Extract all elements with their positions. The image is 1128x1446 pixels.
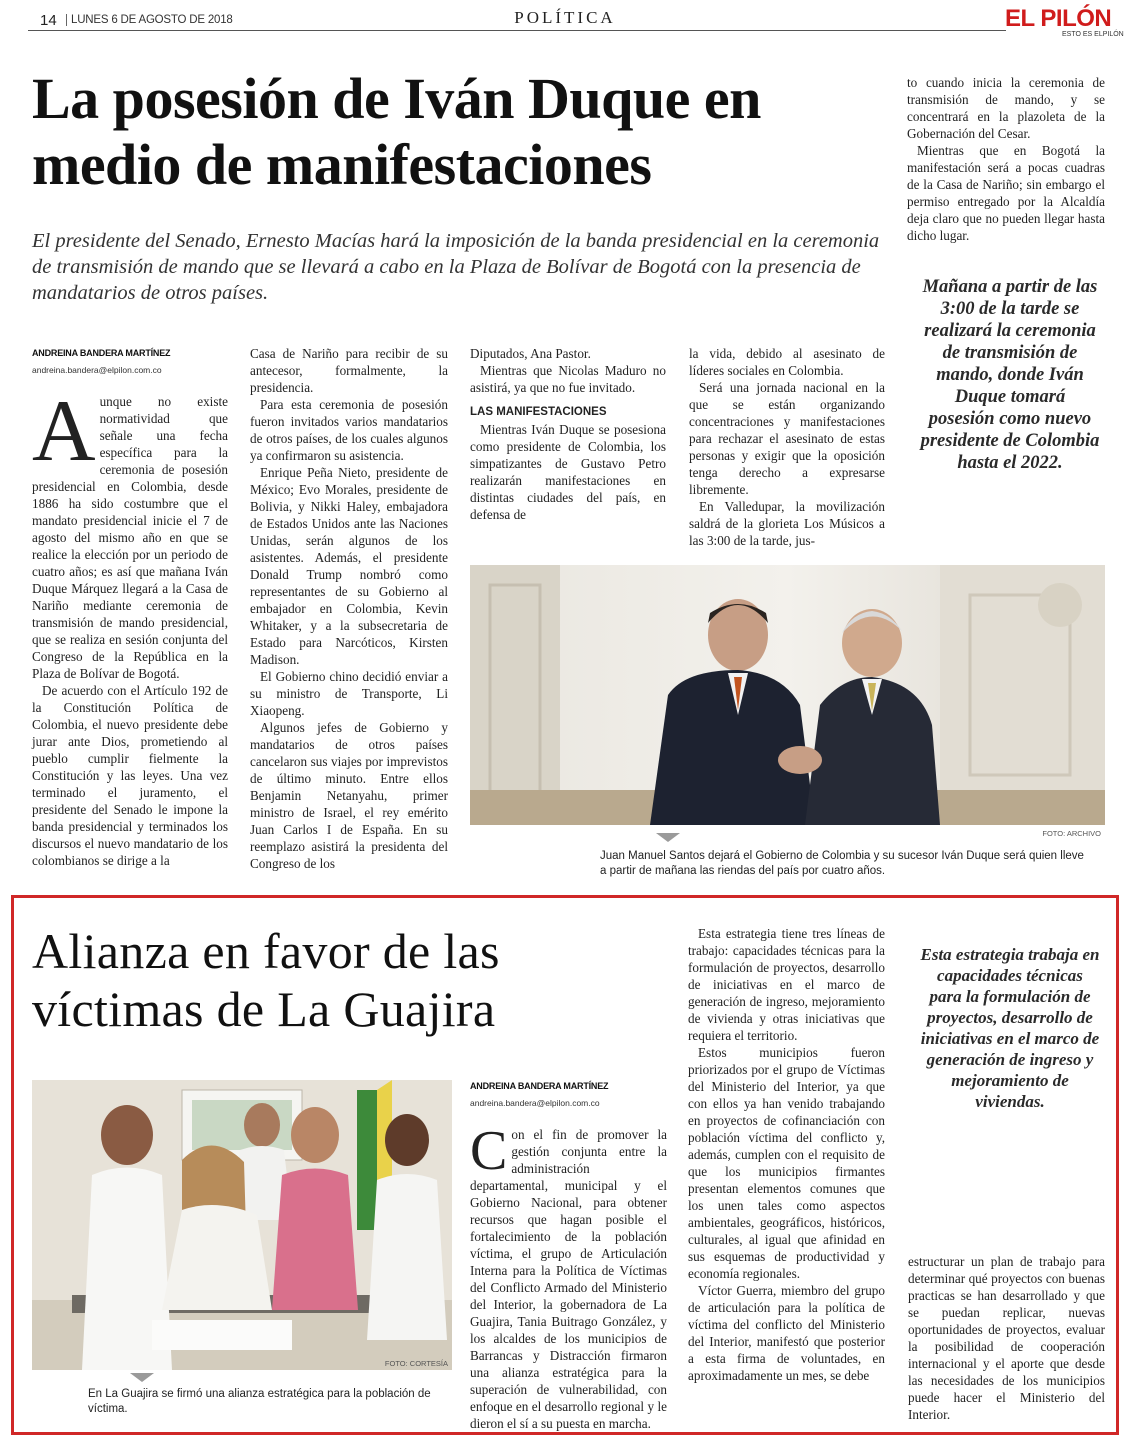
story1-email[interactable]: andreina.bandera@elpilon.com.co [32,365,162,375]
caption-marker-icon [656,833,680,842]
story1-paragraph: Casa de Nariño para recibir de su antecesor, formalmente, la presidencia. [250,346,448,395]
story1-paragraph: Será una jornada nacional en la que se están organizando concentraciones y manifestaciones para rechazar el asesinato de estas personas y exigir que la oposición tenga derecho a expresarse libremente. [689,380,885,497]
newspaper-logo: EL PILÓN [1005,5,1112,32]
story2-photo-credit: FOTO: CORTESÍA [384,1359,448,1368]
story2-paragraph: Estos municipios fueron priorizados por el grupo de Víctimas del Ministerio del Interior, ya que con ellos ya han venido trabajando en proyectos de cofinanciación con población víctima del conflicto y, además, cumplen con el requisito de que los municipios firmantes presentan elementos comunes que los unen tales como aspectos ambientales, geográficos, históricos, culturales, al igual que afinidad en sus esquemas de productividad y economía regionales. [688,1045,885,1281]
story2-pullquote: Esta estrategia trabaja en capacidades técnicas para la formulación de proyectos, desarrollo de iniciativas en el marco de generación de ingreso y mejoramiento de viviendas. [920,945,1100,1111]
story2-paragraph: estructurar un plan de trabajo para determinar qué proyectos con buenas practicas se han desarrollado y que se puedan replicar, nuevas oportunidades de proyectos, evaluar la posibilidad de cooperación internacional y el aporte que desde las necesidades de los municipios puede hacer el Ministerio del Interior. [908,1254,1105,1422]
story1-lede: El presidente del Senado, Ernesto Macías hará la imposición de la banda presidencial en la ceremonia de transmisión de mando que se llevará a cabo en la Plaza de Bolívar de Bogotá con la presencia de mandatarios de otros países. [32,230,880,304]
logo-tagline: ESTO ES ELPILÓN [1062,31,1124,38]
story1-photo-credit: FOTO: ARCHIVO [1042,829,1101,838]
story1-column-5 [907,74,1105,243]
guajira-signing-photo [32,1080,452,1370]
story1-paragraph: Mientras que en Bogotá la manifestación será a pocas cuadras de la Casa de Nariño; sin embargo el permiso entregado por la Alcaldía deja claro que no pueden llegar hasta dicho lugar. [907,143,1105,243]
story1-paragraph: En Valledupar, la movilización saldrá de la glorieta Los Músicos a las 3:00 de la tarde, jus- [689,499,885,548]
caption-marker-icon [130,1373,154,1382]
section-name: POLÍTICA [514,8,616,27]
story1-photo [470,565,1105,838]
story2-caption: En La Guajira se firmó una alianza estratégica para la población de víctima. [88,1388,431,1415]
story1-subhead: LAS MANIFESTACIONES [470,406,607,418]
story1-dropcap: A [32,383,96,480]
page-number: 14 [40,12,57,29]
story2-column-1 [470,1078,667,1431]
story1-paragraph: Algunos jefes de Gobierno y mandatarios de otros países cancelaron sus viajes por imprevistos de último minuto. Entre ellos Benjamin Netanyahu, primer ministro de Israel, el rey emérito Juan Carlos I de España. En su reemplazo asistirá la presidenta del Congreso de los [250,720,448,871]
story2-dropcap: C [470,1120,508,1182]
story1-paragraph: El Gobierno chino decidió enviar a su ministro de Transporte, Li Xiaopeng. [250,669,448,718]
story1-headline: La posesión de Iván Duque en medio de manifestaciones [32,66,761,197]
issue-date: LUNES 6 DE AGOSTO DE 2018 [66,14,233,26]
story1-column-4 [689,345,885,555]
story1-column-1 [32,345,228,880]
story2-column-3 [908,1253,1105,1428]
story1-pullquote: Mañana a partir de las 3:00 de la tarde se realizará la ceremonia de transmisión de mando, donde Iván Duque tomará posesión como nuevo presidente de Colombia hasta el 2022. [920,277,1100,473]
story1-paragraph: Enrique Peña Nieto, presidente de México; Evo Morales, presidente de Bolivia, y Nikki Haley, embajadora de Estados Unidos ante las Naciones Unidas, serán algunos de los asistentes. Además, el presidente Donald Trump nombró como representantes de su Gobierno al embajador en Colombia, Kevin Whitaker, y a la subsecretaria de Estado para Narcóticos, Kirsten Madison. [250,465,448,667]
story2-headline: Alianza en favor de las víctimas de La Guajira [32,923,500,1037]
story1-paragraph: la vida, debido al asesinato de líderes sociales en Colombia. [689,346,885,378]
story1-paragraph: Mientras que Nicolas Maduro no asistirá, ya que no fue invitado. [470,363,666,395]
story2-column-2 [688,925,885,1428]
story1-paragraph: unque no existe normatividad que señale una fecha específica para la ceremonia de posesión presidencial en Colombia, desde 1886 ha sido costumbre que el mandato presidencial inicie el 7 de agosto del mismo año en que se realice la elección por un periodo de cuatro años; es así que mañana Iván Duque Márquez llegará a la Casa de Nariño mediante ceremonia de transmisión de mando presidencial, que se realiza en sesión conjunta del Congreso de la República en la Plaza de Bolívar de Bogotá. [32,394,228,681]
story1-paragraph: Para esta ceremonia de posesión fueron invitados varios mandatarios de otros países, de los cuales algunos ya confirmaron su asistencia. [250,397,448,463]
story2-paragraph: Víctor Guerra, miembro del grupo de articulación para la política de víctima del conflicto del Ministerio del Interior, manifestó que posterior a esta firma de voluntades, en aproximadamente un mes, se debe [688,1283,885,1383]
santos-duque-handshake-photo [470,565,1105,825]
story1-paragraph: Mientras Iván Duque se posesiona como presidente de Colombia, los simpatizantes de Gustavo Petro realizarán manifestaciones en distintas ciudades del país, en defensa de [470,422,666,522]
story2-byline: ANDREINA BANDERA MARTÍNEZ [470,1081,609,1091]
header-rule [28,30,1006,31]
story2-paragraph: Esta estrategia tiene tres líneas de trabajo: capacidades técnicas para la formulación de proyectos, desarrollo de iniciativas en el marco de generación de ingreso, mejoramiento de vivienda y otras iniciativas que requiera el territorio. [688,926,885,1043]
story2-paragraph: on el fin de promover la gestión conjunta entre la administración departamental, municipal y el Gobierno Nacional, para obtener recursos que hagan posible el fortalecimiento de la población víctima, el grupo de Articulación Interna para la Política de Víctimas del Conflicto Armado del Ministerio del Interior, la gobernadora de La Guajira, Tania Buitrago González, y los alcaldes de los municipios de Barrancas y Distracción firmaron una alianza estratégica para la superación de vulnerabilidad, con enfoque en el desarrollo regional y le dieron el sí a su puesta en marcha. [470,1127,667,1431]
story1-column-2 [250,345,448,880]
story1-paragraph: Diputados, Ana Pastor. [470,346,591,361]
story2-email[interactable]: andreina.bandera@elpilon.com.co [470,1098,600,1108]
story1-paragraph: De acuerdo con el Artículo 192 de la Constitución Política de Colombia, el nuevo presidente debe jurar ante Dios, prometiendo al pueblo cumplir fielmente la Constitución y las leyes. Una vez terminado el juramento, el presidente del Senado le impone la banda presidencial y terminados los discursos el nuevo mandatario de los colombianos se dirige a la [32,683,228,868]
story1-byline: ANDREINA BANDERA MARTÍNEZ [32,348,171,358]
story1-paragraph: to cuando inicia la ceremonia de transmisión de mando, y se concentrará en la plazoleta de la Gobernación del Cesar. [907,75,1105,141]
story1-column-3 [470,345,666,555]
story2-photo [32,1080,452,1370]
story1-caption: Juan Manuel Santos dejará el Gobierno de Colombia y su sucesor Iván Duque será quien lleve a partir de mañana las riendas del país por cuatro años. [600,850,1084,877]
